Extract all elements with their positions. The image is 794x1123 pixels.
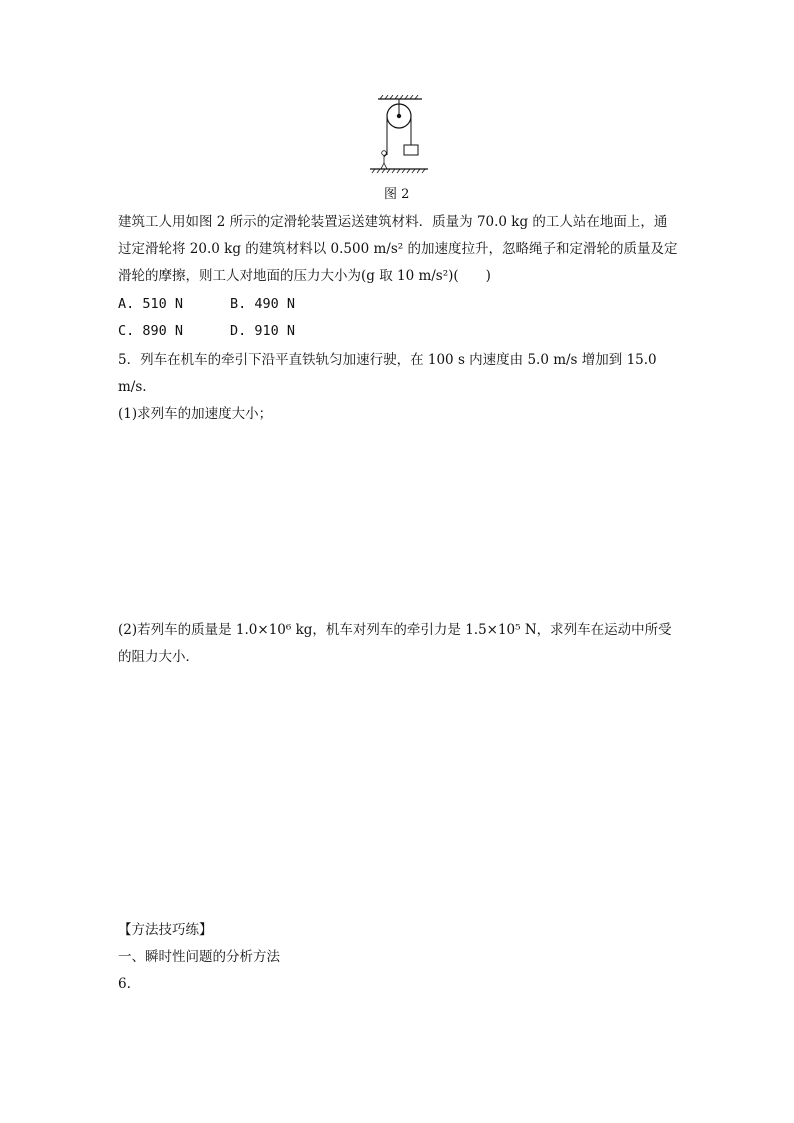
pulley-illustration [370,95,430,175]
section-subheading: 一、瞬时性问题的分析方法 [118,949,280,965]
figure-caption: 图 2 [384,187,410,202]
option-c: C. 890 N [118,323,184,339]
problem4-line2: 过定滑轮将 20.0 kg 的建筑材料以 0.500 m/s² 的加速度拉升，忽略绳子和定滑轮的质量及定 [118,241,678,257]
option-a: A. 510 N [118,296,184,312]
problem5-line2: m/s. [118,379,147,395]
problem4-line3: 滑轮的摩擦，则工人对地面的压力大小为(g 取 10 m/s²)( ) [118,268,491,284]
pulley-diagram [370,95,430,179]
problem5-part2-line2: 的阻力大小． [118,649,199,665]
problem5-line1: 5．列车在机车的牵引下沿平直铁轨匀加速行驶，在 100 s 内速度由 5.0 m/s 增加到 15.0 [118,352,657,368]
problem5-part2-line1: (2)若列车的质量是 1.0×10⁶ kg，机车对列车的牵引力是 1.5×10⁵ N，求列车在运动中所受 [118,622,672,638]
option-d: D. 910 N [230,323,296,339]
item-6-label: 6. [118,976,131,992]
option-b: B. 490 N [230,296,296,312]
section-heading: 【方法技巧练】 [118,922,213,938]
problem5-part1: (1)求列车的加速度大小； [118,406,273,422]
problem4-line1: 建筑工人用如图 2 所示的定滑轮装置运送建筑材料．质量为 70.0 kg 的工人站在地面上，通 [118,214,668,230]
